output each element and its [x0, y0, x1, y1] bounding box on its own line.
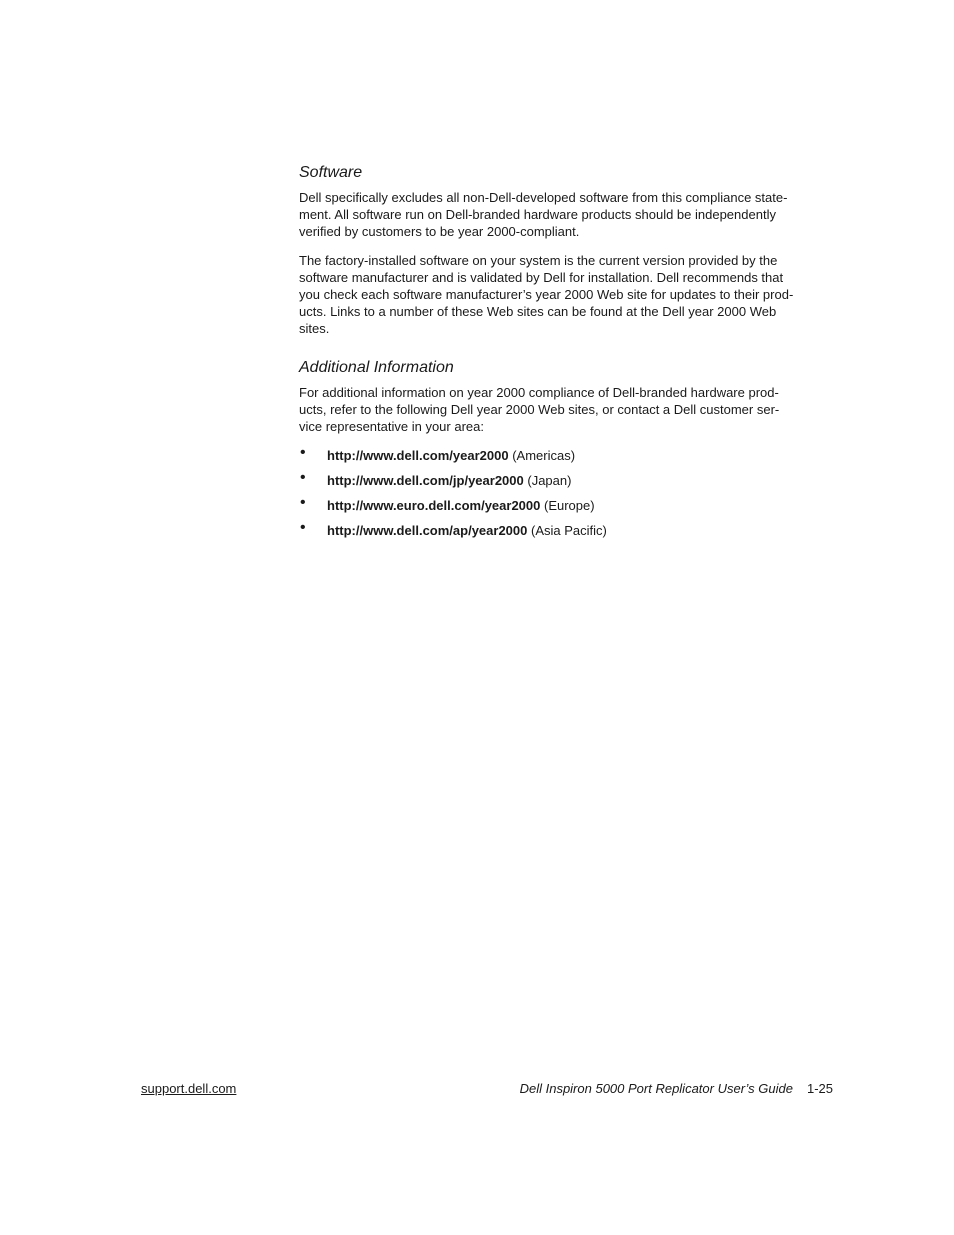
list-item: [299, 469, 835, 489]
year2000-link-list: [299, 444, 835, 539]
bullet-icon: •: [300, 444, 306, 461]
section-spacer: [299, 349, 835, 357]
link-japan[interactable]: http://www.dell.com/jp/year2000: [327, 473, 524, 488]
list-item: [299, 494, 835, 514]
page-number: 1-25: [806, 1081, 833, 1096]
list-item: [299, 519, 835, 539]
region-label: (Japan): [527, 473, 572, 488]
link-americas[interactable]: http://www.dell.com/year2000: [327, 448, 509, 463]
region-label: (Europe): [543, 498, 595, 513]
page-content: [299, 162, 835, 547]
bullet-icon: •: [300, 494, 306, 511]
footer-guide-title: Dell Inspiron 5000 Port Replicator User’s Guide: [519, 1081, 793, 1096]
footer-support-link[interactable]: support.dell.com: [141, 1081, 237, 1096]
list-item: [299, 444, 835, 464]
region-label: (Americas): [512, 448, 576, 463]
link-europe[interactable]: http://www.euro.dell.com/year2000: [327, 498, 541, 513]
link-asia-pacific[interactable]: http://www.dell.com/ap/year2000: [327, 523, 528, 538]
software-paragraph-1: Dell specifically excludes all non-Dell-developed software from this compliance state- ment. All software run on Dell-branded hardware products should be independently verified by customers to be year 2000-compliant.: [299, 190, 788, 239]
additional-information-paragraph: For additional information on year 2000 compliance of Dell-branded hardware prod- ucts, refer to the following Dell year 2000 Web sites, or contact a Dell customer ser- vice representative in your area:: [299, 385, 780, 434]
footer-guide-info: [520, 1080, 833, 1097]
bullet-icon: •: [300, 469, 306, 486]
additional-information-heading: Additional Information: [299, 359, 454, 376]
bullet-icon: •: [300, 519, 306, 536]
region-label: (Asia Pacific): [530, 523, 607, 538]
software-heading: Software: [299, 164, 363, 181]
software-paragraph-2: The factory-installed software on your system is the current version provided by the software manufacturer and is validated by Dell for installation. Dell recommends that you check each software manufacturer’s year 2000 Web site for updates to their prod- ucts. Links to a number of these Web sites can be found at the Dell year 2000 Web sites.: [299, 253, 794, 336]
